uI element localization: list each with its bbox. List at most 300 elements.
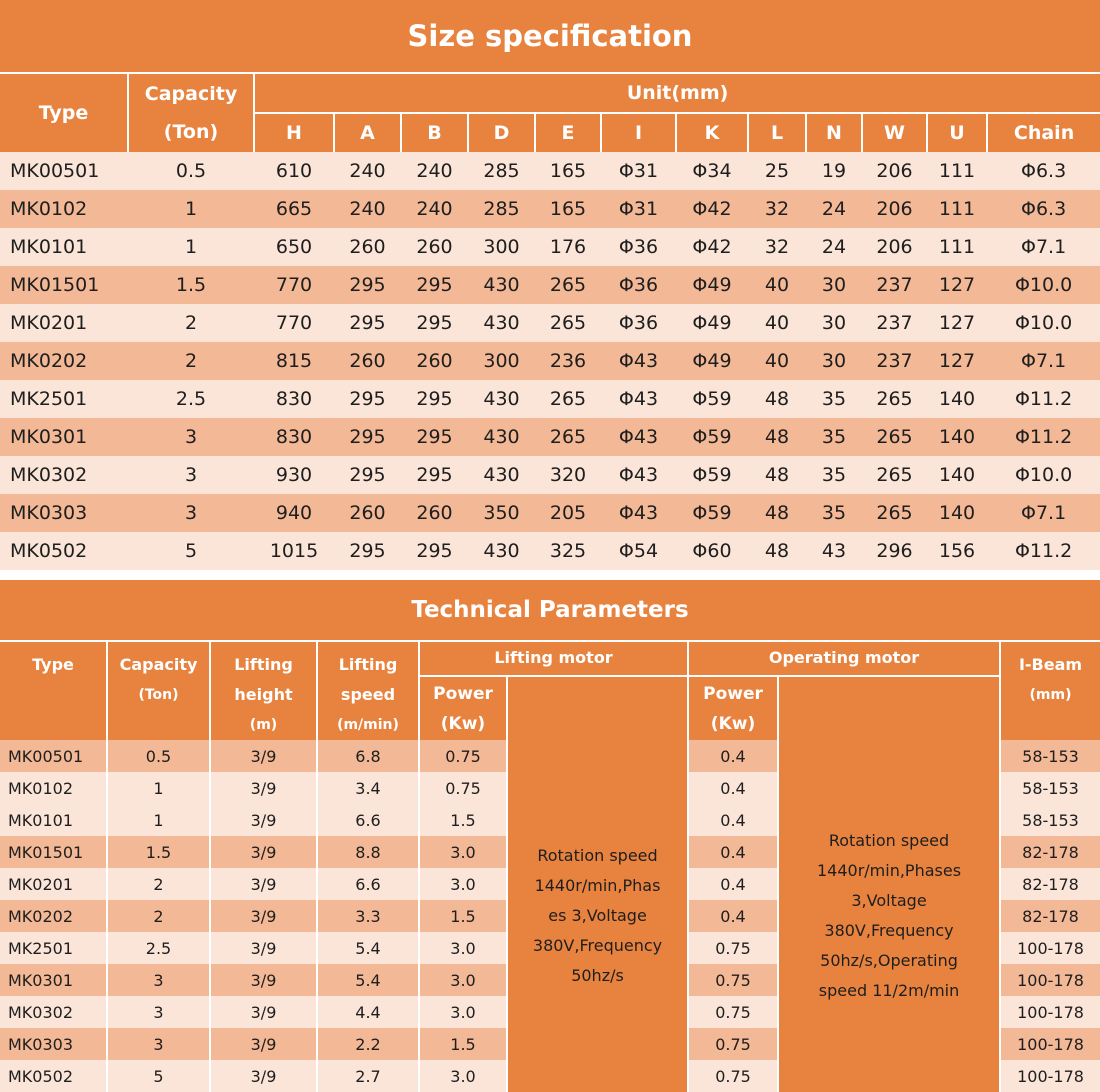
type-cell: MK0202 [0,900,107,932]
dimension-cell: Φ59 [676,418,748,456]
dimension-cell: 265 [535,304,601,342]
lifting-power-cell: 3.0 [419,964,507,996]
dimension-cell: 140 [927,494,987,532]
table-row [0,494,1100,532]
dimension-cell: Φ59 [676,380,748,418]
operating-power-cell: 0.4 [688,772,778,804]
capacity-cell: 0.5 [128,152,254,190]
ibeam-cell: 100-178 [1000,996,1100,1028]
dimension-cell: Φ54 [601,532,676,570]
dimension-cell: 40 [748,304,806,342]
tp-operating-motor-power-header [688,676,778,740]
type-cell: MK01501 [0,266,128,304]
dimension-cell: Φ10.0 [987,456,1100,494]
tp-lifting-speed-unit: (m/min) [337,717,399,733]
column-header-d: D [468,113,535,152]
dimension-cell: 240 [401,190,468,228]
lifting-power-cell: 1.5 [419,900,507,932]
column-header-a: A [334,113,401,152]
dimension-cell: 1015 [254,532,334,570]
table-row [0,304,1100,342]
dimension-cell: 295 [401,456,468,494]
column-header-n: N [806,113,862,152]
table-row [0,152,1100,190]
dimension-cell: 285 [468,190,535,228]
operating-motor-note-line: 3,Voltage [851,891,927,910]
size-specification-table [0,72,1100,570]
capacity-cell: 5 [107,1060,210,1092]
type-cell: MK0303 [0,494,128,532]
tp-lifting-speed-header [317,641,419,740]
dimension-cell: 650 [254,228,334,266]
dimension-cell: 930 [254,456,334,494]
dimension-cell: 610 [254,152,334,190]
column-header-i: I [601,113,676,152]
lifting-speed-cell: 8.8 [317,836,419,868]
operating-motor-note-line: 1440r/min,Phases [816,861,962,880]
tp-lifting-speed-text: Lifting [338,655,398,674]
dimension-cell: Φ36 [601,228,676,266]
capacity-cell: 3 [107,996,210,1028]
dimension-cell: 25 [748,152,806,190]
dimension-cell: 35 [806,456,862,494]
dimension-cell: Φ49 [676,266,748,304]
capacity-cell: 2.5 [128,380,254,418]
dimension-cell: Φ7.1 [987,342,1100,380]
type-cell: MK0302 [0,456,128,494]
lifting-speed-cell: 3.3 [317,900,419,932]
tp-lifting-height-unit: (m) [249,717,278,733]
type-cell: MK0101 [0,804,107,836]
dimension-cell: 32 [748,190,806,228]
type-cell: MK0101 [0,228,128,266]
dimension-cell: 40 [748,266,806,304]
lifting-height-cell: 3/9 [210,996,317,1028]
dimension-cell: 237 [862,342,927,380]
lifting-speed-cell: 6.8 [317,740,419,772]
dimension-cell: 295 [401,266,468,304]
tp-operating-motor-note-header-spacer [778,676,1000,740]
tp-lm-power-text: Power [433,683,493,704]
lifting-power-cell: 3.0 [419,1060,507,1092]
technical-parameters-title: Technical Parameters [0,580,1100,640]
dimension-cell: Φ59 [676,456,748,494]
lifting-power-cell: 1.5 [419,804,507,836]
ibeam-cell: 82-178 [1000,836,1100,868]
dimension-cell: 165 [535,190,601,228]
unit-header: Unit(mm) [254,73,1100,113]
lifting-motor-note [507,740,688,1092]
dimension-cell: 111 [927,228,987,266]
dimension-cell: 30 [806,304,862,342]
dimension-cell: 265 [862,456,927,494]
column-header-h: H [254,113,334,152]
dimension-cell: 240 [334,190,401,228]
dimension-cell: Φ7.1 [987,494,1100,532]
operating-power-cell: 0.75 [688,996,778,1028]
capacity-cell: 1 [107,804,210,836]
lifting-speed-cell: 5.4 [317,964,419,996]
dimension-cell: 35 [806,494,862,532]
dimension-cell: 300 [468,342,535,380]
tp-lifting-motor-power-header [419,676,507,740]
tp-lifting-height-header [210,641,317,740]
dimension-cell: 127 [927,304,987,342]
dimension-cell: 295 [334,266,401,304]
capacity-cell: 5 [128,532,254,570]
dimension-cell: 265 [535,266,601,304]
dimension-cell: 430 [468,456,535,494]
dimension-cell: Φ36 [601,304,676,342]
dimension-cell: 236 [535,342,601,380]
column-header-e: E [535,113,601,152]
dimension-cell: 48 [748,494,806,532]
dimension-cell: 237 [862,304,927,342]
table-row [0,456,1100,494]
capacity-cell: 1.5 [128,266,254,304]
dimension-cell: 32 [748,228,806,266]
lifting-speed-cell: 2.7 [317,1060,419,1092]
operating-power-cell: 0.75 [688,1028,778,1060]
lifting-speed-cell: 2.2 [317,1028,419,1060]
dimension-cell: Φ60 [676,532,748,570]
dimension-cell: 127 [927,342,987,380]
dimension-cell: 295 [334,304,401,342]
lifting-motor-note-line: 50hz/s [571,966,624,985]
type-cell: MK0303 [0,1028,107,1060]
dimension-cell: 111 [927,152,987,190]
dimension-cell: 260 [334,342,401,380]
capacity-cell: 1.5 [107,836,210,868]
operating-power-cell: 0.75 [688,1060,778,1092]
type-cell: MK0102 [0,772,107,804]
dimension-cell: 43 [806,532,862,570]
table-row [0,380,1100,418]
capacity-cell: 1 [107,772,210,804]
lifting-speed-cell: 6.6 [317,868,419,900]
tp-om-power-text: Power [703,683,763,704]
dimension-cell: 265 [535,418,601,456]
table-row [0,740,1100,772]
column-header-u: U [927,113,987,152]
lifting-height-cell: 3/9 [210,868,317,900]
lifting-height-cell: 3/9 [210,836,317,868]
ibeam-cell: 58-153 [1000,804,1100,836]
type-cell: MK0202 [0,342,128,380]
type-cell: MK0301 [0,964,107,996]
lifting-height-cell: 3/9 [210,964,317,996]
technical-parameters-table [0,640,1100,1092]
type-cell: MK0201 [0,868,107,900]
column-header-w: W [862,113,927,152]
capacity-header-line1: Capacity [144,83,238,105]
lifting-height-cell: 3/9 [210,804,317,836]
dimension-cell: 156 [927,532,987,570]
dimension-cell: 24 [806,228,862,266]
operating-power-cell: 0.4 [688,804,778,836]
dimension-cell: 176 [535,228,601,266]
operating-power-cell: 0.4 [688,740,778,772]
dimension-cell: Φ10.0 [987,304,1100,342]
dimension-cell: 265 [862,380,927,418]
ibeam-cell: 100-178 [1000,932,1100,964]
tp-ibeam-header [1000,641,1100,740]
operating-motor-note [778,740,1000,1092]
dimension-cell: 30 [806,266,862,304]
tp-lifting-height-text: Lifting [234,655,293,674]
operating-power-cell: 0.4 [688,868,778,900]
tp-lifting-height-text2: height [234,685,293,704]
dimension-cell: Φ11.2 [987,380,1100,418]
table-row [0,190,1100,228]
lifting-height-cell: 3/9 [210,900,317,932]
dimension-cell: 770 [254,266,334,304]
dimension-cell: Φ49 [676,304,748,342]
dimension-cell: 260 [334,494,401,532]
lifting-power-cell: 0.75 [419,772,507,804]
dimension-cell: 295 [334,532,401,570]
lifting-motor-note-line: 1440r/min,Phas [534,876,661,895]
capacity-cell: 1 [128,190,254,228]
dimension-cell: 48 [748,532,806,570]
dimension-cell: Φ42 [676,190,748,228]
dimension-cell: 19 [806,152,862,190]
dimension-cell: 430 [468,266,535,304]
dimension-cell: 295 [401,532,468,570]
lifting-motor-note-line: es 3,Voltage [548,906,647,925]
type-cell: MK00501 [0,740,107,772]
operating-motor-note-line: speed 11/2m/min [818,981,960,1000]
dimension-cell: 325 [535,532,601,570]
lifting-power-cell: 3.0 [419,868,507,900]
capacity-cell: 3 [107,1028,210,1060]
capacity-cell: 2 [107,900,210,932]
lifting-power-cell: 1.5 [419,1028,507,1060]
dimension-cell: 265 [862,494,927,532]
type-cell: MK0102 [0,190,128,228]
dimension-cell: Φ31 [601,152,676,190]
tp-capacity-text: Capacity [119,655,198,674]
dimension-cell: 430 [468,380,535,418]
dimension-cell: 295 [334,380,401,418]
lifting-motor-note-line: Rotation speed [537,846,658,865]
type-cell: MK0301 [0,418,128,456]
ibeam-cell: 58-153 [1000,772,1100,804]
tp-type-header-text: Type [32,655,74,674]
dimension-cell: 770 [254,304,334,342]
lifting-height-cell: 3/9 [210,1060,317,1092]
capacity-cell: 3 [128,494,254,532]
capacity-cell: 3 [128,456,254,494]
dimension-cell: Φ7.1 [987,228,1100,266]
dimension-cell: 240 [334,152,401,190]
type-cell: MK0502 [0,532,128,570]
dimension-cell: 140 [927,380,987,418]
lifting-motor-note-line: 380V,Frequency [532,936,663,955]
dimension-cell: Φ43 [601,456,676,494]
dimension-cell: 127 [927,266,987,304]
dimension-cell: 430 [468,418,535,456]
dimension-cell: 260 [401,228,468,266]
dimension-cell: 48 [748,418,806,456]
dimension-cell: 240 [401,152,468,190]
dimension-cell: 295 [334,418,401,456]
lifting-height-cell: 3/9 [210,1028,317,1060]
dimension-cell: Φ49 [676,342,748,380]
operating-motor-note-line: 50hz/s,Operating [820,951,958,970]
dimension-cell: 265 [535,380,601,418]
column-header-chain: Chain [987,113,1100,152]
capacity-cell: 3 [128,418,254,456]
dimension-cell: Φ42 [676,228,748,266]
tp-lifting-motor-header: Lifting motor [419,641,688,676]
dimension-cell: Φ31 [601,190,676,228]
capacity-cell: 2.5 [107,932,210,964]
dimension-cell: 30 [806,342,862,380]
tp-om-power-unit: (Kw) [710,713,756,734]
dimension-cell: Φ11.2 [987,418,1100,456]
tp-capacity-header [107,641,210,740]
lifting-power-cell: 3.0 [419,932,507,964]
operating-power-cell: 0.4 [688,900,778,932]
dimension-cell: 300 [468,228,535,266]
operating-power-cell: 0.4 [688,836,778,868]
ibeam-cell: 100-178 [1000,1028,1100,1060]
dimension-cell: 140 [927,456,987,494]
lifting-power-cell: 3.0 [419,836,507,868]
type-header: Type [0,73,128,152]
table-row [0,266,1100,304]
dimension-cell: 35 [806,380,862,418]
dimension-cell: 165 [535,152,601,190]
capacity-cell: 2 [107,868,210,900]
type-cell: MK00501 [0,152,128,190]
dimension-cell: 40 [748,342,806,380]
table-row [0,418,1100,456]
capacity-cell: 2 [128,304,254,342]
operating-motor-note-line: Rotation speed [828,831,950,850]
dimension-cell: 830 [254,380,334,418]
tp-lm-power-unit: (Kw) [440,713,486,734]
table-row [0,228,1100,266]
dimension-cell: 295 [334,456,401,494]
type-cell: MK2501 [0,932,107,964]
ibeam-cell: 100-178 [1000,1060,1100,1092]
table-row [0,532,1100,570]
type-cell: MK01501 [0,836,107,868]
dimension-cell: 295 [401,380,468,418]
capacity-cell: 0.5 [107,740,210,772]
dimension-cell: 265 [862,418,927,456]
tp-ibeam-text: I-Beam [1018,655,1083,674]
dimension-cell: 24 [806,190,862,228]
dimension-cell: 260 [334,228,401,266]
lifting-power-cell: 0.75 [419,740,507,772]
tp-capacity-unit: (Ton) [138,687,179,703]
dimension-cell: 296 [862,532,927,570]
capacity-cell: 1 [128,228,254,266]
dimension-cell: 285 [468,152,535,190]
lifting-power-cell: 3.0 [419,996,507,1028]
dimension-cell: 35 [806,418,862,456]
dimension-cell: Φ34 [676,152,748,190]
operating-power-cell: 0.75 [688,964,778,996]
type-cell: MK2501 [0,380,128,418]
tp-operating-motor-header: Operating motor [688,641,1000,676]
ibeam-cell: 58-153 [1000,740,1100,772]
tp-type-header [0,641,107,740]
operating-motor-note-line: 380V,Frequency [824,921,954,940]
lifting-height-cell: 3/9 [210,772,317,804]
dimension-cell: 830 [254,418,334,456]
operating-power-cell: 0.75 [688,932,778,964]
dimension-cell: 140 [927,418,987,456]
lifting-speed-cell: 4.4 [317,996,419,1028]
capacity-cell: 3 [107,964,210,996]
type-cell: MK0302 [0,996,107,1028]
lifting-speed-cell: 6.6 [317,804,419,836]
capacity-cell: 2 [128,342,254,380]
dimension-cell: Φ11.2 [987,532,1100,570]
lifting-height-cell: 3/9 [210,932,317,964]
dimension-cell: 260 [401,342,468,380]
dimension-cell: Φ6.3 [987,190,1100,228]
dimension-cell: 260 [401,494,468,532]
ibeam-cell: 100-178 [1000,964,1100,996]
dimension-cell: 237 [862,266,927,304]
dimension-cell: 295 [401,418,468,456]
capacity-header [128,73,254,152]
dimension-cell: 205 [535,494,601,532]
dimension-cell: Φ43 [601,418,676,456]
size-specification-title: Size specification [0,0,1100,72]
column-header-b: B [401,113,468,152]
dimension-cell: 295 [401,304,468,342]
column-header-l: L [748,113,806,152]
ibeam-cell: 82-178 [1000,868,1100,900]
dimension-cell: Φ43 [601,494,676,532]
type-cell: MK0502 [0,1060,107,1092]
ibeam-cell: 82-178 [1000,900,1100,932]
lifting-speed-cell: 3.4 [317,772,419,804]
column-header-k: K [676,113,748,152]
dimension-cell: 665 [254,190,334,228]
table-row [0,342,1100,380]
dimension-cell: 206 [862,152,927,190]
tp-ibeam-unit: (mm) [1029,687,1072,703]
dimension-cell: Φ43 [601,342,676,380]
dimension-cell: 815 [254,342,334,380]
dimension-cell: 940 [254,494,334,532]
lifting-speed-cell: 5.4 [317,932,419,964]
dimension-cell: Φ59 [676,494,748,532]
dimension-cell: 430 [468,532,535,570]
dimension-cell: 320 [535,456,601,494]
dimension-cell: Φ6.3 [987,152,1100,190]
dimension-cell: Φ36 [601,266,676,304]
tp-lifting-motor-note-header-spacer [507,676,688,740]
lifting-height-cell: 3/9 [210,740,317,772]
capacity-header-line2: (Ton) [163,121,219,143]
dimension-cell: 430 [468,304,535,342]
dimension-cell: 350 [468,494,535,532]
tp-lifting-speed-text2: speed [340,685,396,704]
dimension-cell: 111 [927,190,987,228]
dimension-cell: Φ43 [601,380,676,418]
dimension-cell: 48 [748,456,806,494]
dimension-cell: 48 [748,380,806,418]
dimension-cell: 206 [862,190,927,228]
